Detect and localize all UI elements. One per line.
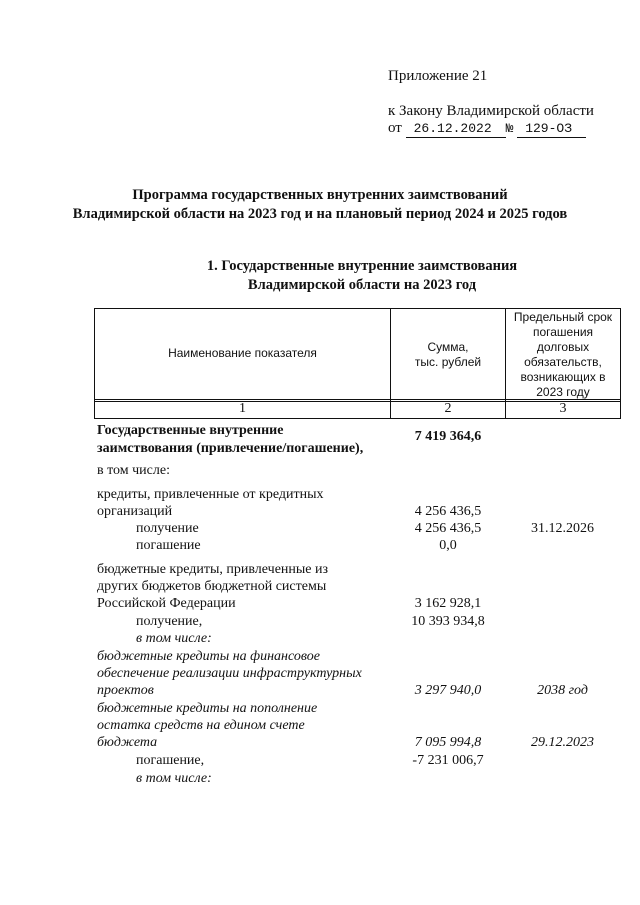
table-row-name: проектов xyxy=(97,683,154,698)
law-number: 129-ОЗ xyxy=(517,121,586,138)
table-row-name: других бюджетов бюджетной системы xyxy=(97,579,327,594)
col2-number: 2 xyxy=(444,401,452,416)
table-border-right xyxy=(620,308,621,419)
table-row-name: получение xyxy=(136,521,199,536)
table-row-amount: 4 256 436,5 xyxy=(414,521,482,536)
law-date: 26.12.2022 xyxy=(406,121,506,138)
table-row-amount: 0,0 xyxy=(439,538,457,553)
table-number-row-divider xyxy=(94,418,621,419)
document-title-line2: Владимирской области на 2023 год и на плановый период 2024 и 2025 годов xyxy=(72,206,568,222)
table-row-amount: 7 419 364,6 xyxy=(414,429,482,444)
table-row-name: в том числе: xyxy=(136,631,212,646)
table-row-amount: -7 231 006,7 xyxy=(412,753,484,768)
table-row-name: бюджетные кредиты на финансовое xyxy=(97,649,320,664)
table-row-amount: 3 162 928,1 xyxy=(414,596,482,611)
table-row-amount: 10 393 934,8 xyxy=(411,614,485,629)
table-row-name: бюджетные кредиты, привлеченные из xyxy=(97,562,329,577)
section-heading-line2: Владимирской области на 2023 год xyxy=(247,277,477,293)
table-row-name: в том числе: xyxy=(136,771,212,786)
table-row-name: бюджета xyxy=(97,735,158,750)
table-row-amount: 4 256 436,5 xyxy=(414,504,482,519)
col2-header: Сумма, тыс. рублей xyxy=(414,340,482,369)
table-row-name: обеспечение реализации инфраструктурных xyxy=(97,666,362,681)
col3-header: Предельный срок погашения долговых обязательств, возникающих в 2023 году xyxy=(513,310,613,399)
law-reference: к Закону Владимирской области xyxy=(388,103,594,119)
table-row-amount: 3 297 940,0 xyxy=(414,683,482,698)
col1-header: Наименование показателя xyxy=(168,346,317,360)
table-row-name: кредиты, привлеченные от кредитных xyxy=(97,487,324,502)
number-mark: № xyxy=(505,121,514,136)
table-row-amount: 7 095 994,8 xyxy=(414,735,482,750)
table-row-term: 29.12.2023 xyxy=(531,735,594,750)
table-row-name: организаций xyxy=(97,504,173,519)
table-row-name: бюджетные кредиты на пополнение xyxy=(97,701,318,716)
table-row-name: Российской Федерации xyxy=(97,596,236,611)
table-row-name: в том числе: xyxy=(97,463,170,478)
table-row-name: остатка средств на едином счете xyxy=(97,718,305,733)
table-row-name: погашение xyxy=(136,538,201,553)
table-row-name: погашение, xyxy=(136,753,205,768)
table-row-term: 31.12.2026 xyxy=(531,521,594,536)
table-border-top xyxy=(94,308,621,309)
appendix-label: Приложение 21 xyxy=(388,68,488,84)
table-row-name: Государственные внутренние xyxy=(97,423,284,438)
date-prefix: от xyxy=(388,120,402,136)
table-row-term: 2038 год xyxy=(537,683,588,698)
col1-number: 1 xyxy=(239,401,246,416)
law-date-line xyxy=(388,120,586,138)
section-heading-line1: 1. Государственные внутренние заимствования xyxy=(206,258,518,274)
table-row-name: заимствования (привлечение/погашение), xyxy=(97,441,364,456)
document-title-line1: Программа государственных внутренних заимствований xyxy=(132,187,508,203)
col3-number: 3 xyxy=(559,401,567,416)
table-row-name: получение, xyxy=(136,614,203,629)
